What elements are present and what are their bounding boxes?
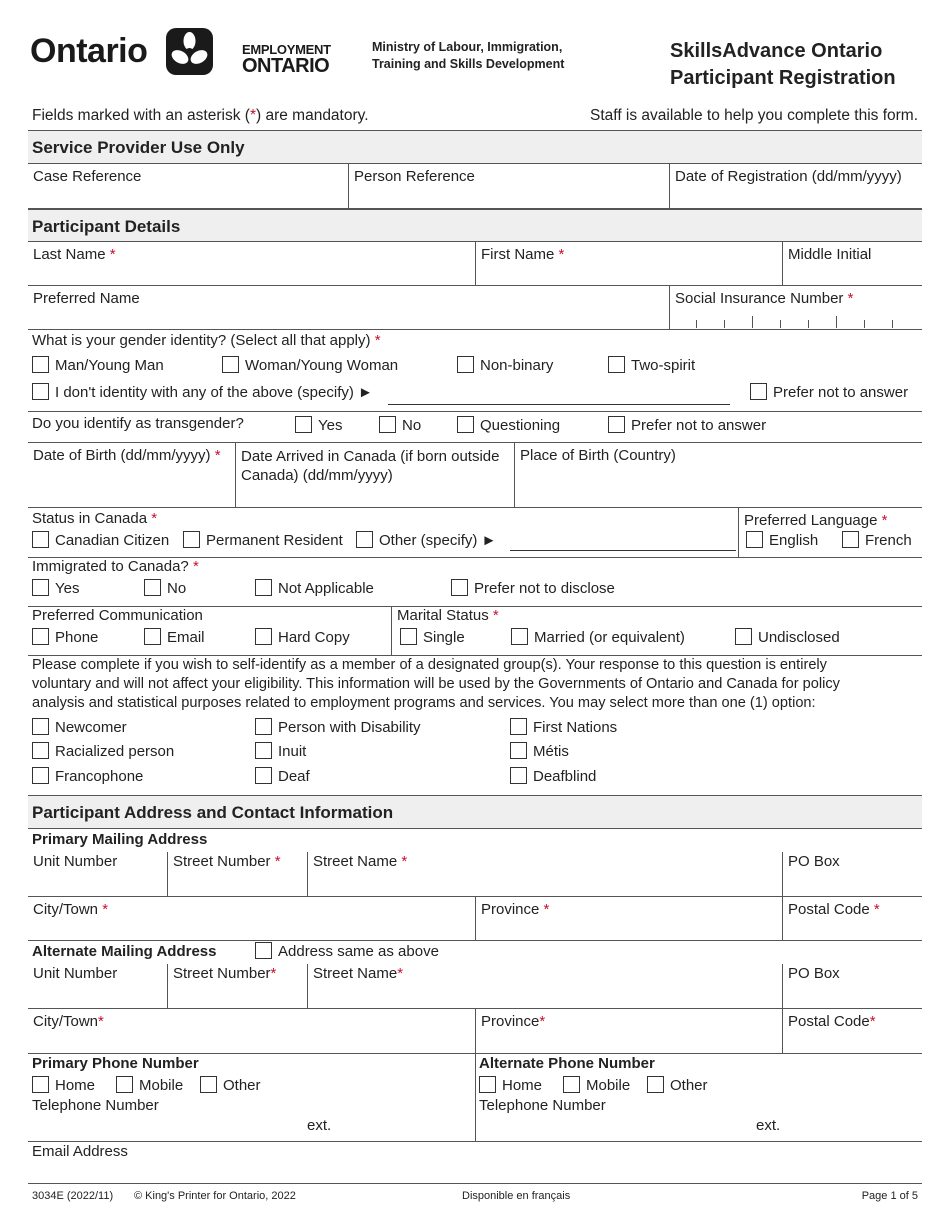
service-provider-row xyxy=(28,164,922,209)
primary-street-name-field[interactable]: Street Name * xyxy=(307,852,782,896)
status-other-checkbox[interactable]: Other (specify) ► xyxy=(356,531,496,549)
primary-province-field[interactable]: Province * xyxy=(475,897,782,940)
section-participant-details: Participant Details xyxy=(28,209,922,242)
alternate-street-row xyxy=(28,964,922,1009)
last-name-field[interactable]: Last Name * xyxy=(33,246,116,263)
first-name-field[interactable]: First Name * xyxy=(475,242,782,285)
primary-unit-field[interactable]: Unit Number xyxy=(33,853,118,870)
case-reference-field[interactable]: Case Reference xyxy=(33,168,142,185)
registration-date-field[interactable]: Date of Registration (dd/mm/yyyy) xyxy=(669,164,922,208)
primary-postal-field[interactable]: Postal Code * xyxy=(782,897,922,940)
section-service-provider: Service Provider Use Only xyxy=(28,130,922,164)
group-inuit-checkbox[interactable]: Inuit xyxy=(255,742,306,760)
immigrated-prefer-not-checkbox[interactable]: Prefer not to disclose xyxy=(451,579,615,597)
dob-field[interactable]: Date of Birth (dd/mm/yyyy) * xyxy=(33,447,221,464)
gender-woman-checkbox[interactable]: Woman/Young Woman xyxy=(222,356,398,374)
preferred-language-field: Preferred Language * xyxy=(738,508,922,557)
gender-other-checkbox[interactable]: I don't identity with any of the above (specify) ► xyxy=(32,383,373,401)
trillium-logo-icon xyxy=(166,28,213,75)
form-title: SkillsAdvance Ontario Participant Registration xyxy=(670,40,896,89)
self-identify-paragraph: Please complete if you wish to self-identify as a member of a designated group(s). Your response to this question is entirely voluntary and will not affect your eligibility. This information will be used by the Governments of Ontario and Canada for policy analysis and statistical purposes related to employment programs and services. You may select more than one (1) option: xyxy=(32,657,840,711)
page-number: Page 1 of 5 xyxy=(861,1190,918,1202)
lang-french-checkbox[interactable]: French xyxy=(842,531,912,549)
immigrated-na-checkbox[interactable]: Not Applicable xyxy=(255,579,374,597)
middle-initial-field[interactable]: Middle Initial xyxy=(782,242,922,285)
transgender-row xyxy=(28,412,922,443)
gender-specify-input[interactable] xyxy=(388,404,730,405)
immigrated-row xyxy=(28,558,922,607)
group-deaf-checkbox[interactable]: Deaf xyxy=(255,767,310,785)
alternate-po-box-field[interactable]: PO Box xyxy=(782,964,922,1008)
trans-yes-checkbox[interactable]: Yes xyxy=(295,416,342,434)
group-disability-checkbox[interactable]: Person with Disability xyxy=(255,718,421,736)
group-newcomer-checkbox[interactable]: Newcomer xyxy=(32,718,127,736)
alternate-province-field[interactable]: Province* xyxy=(475,1009,782,1053)
ontario-logo-wordmark: Ontario xyxy=(30,32,148,70)
transgender-question: Do you identify as transgender? xyxy=(32,415,244,432)
alternate-phone-mobile-checkbox[interactable]: Mobile xyxy=(563,1076,630,1094)
ministry-name: Ministry of Labour, Immigration, Training and Skills Development xyxy=(372,40,565,71)
status-row xyxy=(28,508,922,558)
place-of-birth-field[interactable]: Place of Birth (Country) xyxy=(514,443,922,507)
comm-hardcopy-checkbox[interactable]: Hard Copy xyxy=(255,628,350,646)
group-metis-checkbox[interactable]: Métis xyxy=(510,742,569,760)
alternate-street-name-field[interactable]: Street Name* xyxy=(307,964,782,1008)
mandatory-note: Fields marked with an asterisk (*) are mandatory. xyxy=(32,107,369,124)
comm-email-checkbox[interactable]: Email xyxy=(144,628,205,646)
copyright: © King's Printer for Ontario, 2022 xyxy=(134,1190,296,1202)
status-citizen-checkbox[interactable]: Canadian Citizen xyxy=(32,531,169,549)
form-code: 3034E (2022/11) xyxy=(32,1190,114,1202)
primary-phone-home-checkbox[interactable]: Home xyxy=(32,1076,95,1094)
marital-undisclosed-checkbox[interactable]: Undisclosed xyxy=(735,628,840,646)
marital-status-field: Marital Status * xyxy=(391,607,922,655)
birth-row xyxy=(28,443,922,508)
primary-city-field[interactable]: City/Town * xyxy=(33,901,109,918)
sin-field[interactable]: Social Insurance Number * xyxy=(669,286,922,329)
alternate-city-field[interactable]: City/Town* xyxy=(33,1013,104,1030)
primary-street-number-field[interactable]: Street Number * xyxy=(167,852,307,896)
gender-nonbinary-checkbox[interactable]: Non-binary xyxy=(457,356,553,374)
primary-phone-other-checkbox[interactable]: Other xyxy=(200,1076,261,1094)
phone-row xyxy=(28,1054,922,1142)
immigrated-no-checkbox[interactable]: No xyxy=(144,579,186,597)
primary-ext-label[interactable]: ext. xyxy=(307,1117,332,1134)
marital-married-checkbox[interactable]: Married (or equivalent) xyxy=(511,628,685,646)
primary-po-box-field[interactable]: PO Box xyxy=(782,852,922,896)
french-available: Disponible en français xyxy=(462,1190,571,1202)
gender-prefer-not-checkbox[interactable]: Prefer not to answer xyxy=(750,383,908,401)
primary-telephone-label: Telephone Number xyxy=(32,1097,159,1114)
status-specify-input[interactable] xyxy=(510,550,736,551)
group-deafblind-checkbox[interactable]: Deafblind xyxy=(510,767,596,785)
alternate-city-row xyxy=(28,1009,922,1054)
status-pr-checkbox[interactable]: Permanent Resident xyxy=(183,531,343,549)
gender-question: What is your gender identity? (Select all that apply) * xyxy=(32,332,381,349)
gender-twospirit-checkbox[interactable]: Two-spirit xyxy=(608,356,695,374)
date-arrived-field[interactable]: Date Arrived in Canada (if born outside Canada) (dd/mm/yyyy) xyxy=(235,443,514,507)
primary-phone-heading: Primary Phone Number xyxy=(32,1055,199,1072)
employment-ontario-logo: EMPLOYMENT ONTARIO xyxy=(242,42,331,77)
form-header xyxy=(0,0,950,100)
trans-prefer-not-checkbox[interactable]: Prefer not to answer xyxy=(608,416,766,434)
gender-man-checkbox[interactable]: Man/Young Man xyxy=(32,356,164,374)
primary-street-row xyxy=(28,852,922,897)
name-row xyxy=(28,242,922,286)
comm-phone-checkbox[interactable]: Phone xyxy=(32,628,98,646)
group-racialized-checkbox[interactable]: Racialized person xyxy=(32,742,174,760)
person-reference-field[interactable]: Person Reference xyxy=(348,164,669,208)
alternate-phone-home-checkbox[interactable]: Home xyxy=(479,1076,542,1094)
alternate-phone-other-checkbox[interactable]: Other xyxy=(647,1076,708,1094)
immigrated-label: Immigrated to Canada? * xyxy=(32,558,199,575)
primary-address-heading: Primary Mailing Address xyxy=(32,831,208,848)
alternate-telephone-label: Telephone Number xyxy=(479,1097,606,1114)
page-footer xyxy=(28,1183,922,1202)
alternate-ext-label[interactable]: ext. xyxy=(756,1117,781,1134)
staff-note: Staff is available to help you complete this form. xyxy=(590,107,918,124)
section-address-contact: Participant Address and Contact Information xyxy=(28,795,922,829)
email-address-field[interactable]: Email Address xyxy=(32,1143,128,1160)
sin-digit-ticks xyxy=(668,316,920,328)
alternate-address-heading: Alternate Mailing Address xyxy=(32,943,217,960)
alternate-unit-field[interactable]: Unit Number xyxy=(33,965,118,982)
lang-english-checkbox[interactable]: English xyxy=(746,531,818,549)
group-francophone-checkbox[interactable]: Francophone xyxy=(32,767,143,785)
primary-city-row xyxy=(28,897,922,941)
trans-questioning-checkbox[interactable]: Questioning xyxy=(457,416,560,434)
alternate-postal-field[interactable]: Postal Code* xyxy=(782,1009,922,1053)
alternate-phone-heading: Alternate Phone Number xyxy=(479,1055,655,1072)
gender-row xyxy=(28,330,922,412)
group-first-nations-checkbox[interactable]: First Nations xyxy=(510,718,617,736)
alternate-street-number-field[interactable]: Street Number* xyxy=(167,964,307,1008)
trans-no-checkbox[interactable]: No xyxy=(379,416,421,434)
marital-single-checkbox[interactable]: Single xyxy=(400,628,465,646)
status-label: Status in Canada * xyxy=(32,510,158,527)
communication-row xyxy=(28,607,922,656)
address-same-checkbox[interactable]: Address same as above xyxy=(255,942,439,960)
preferred-communication-label: Preferred Communication xyxy=(32,607,203,624)
preferred-name-field[interactable]: Preferred Name xyxy=(33,290,140,307)
immigrated-yes-checkbox[interactable]: Yes xyxy=(32,579,79,597)
primary-phone-mobile-checkbox[interactable]: Mobile xyxy=(116,1076,183,1094)
